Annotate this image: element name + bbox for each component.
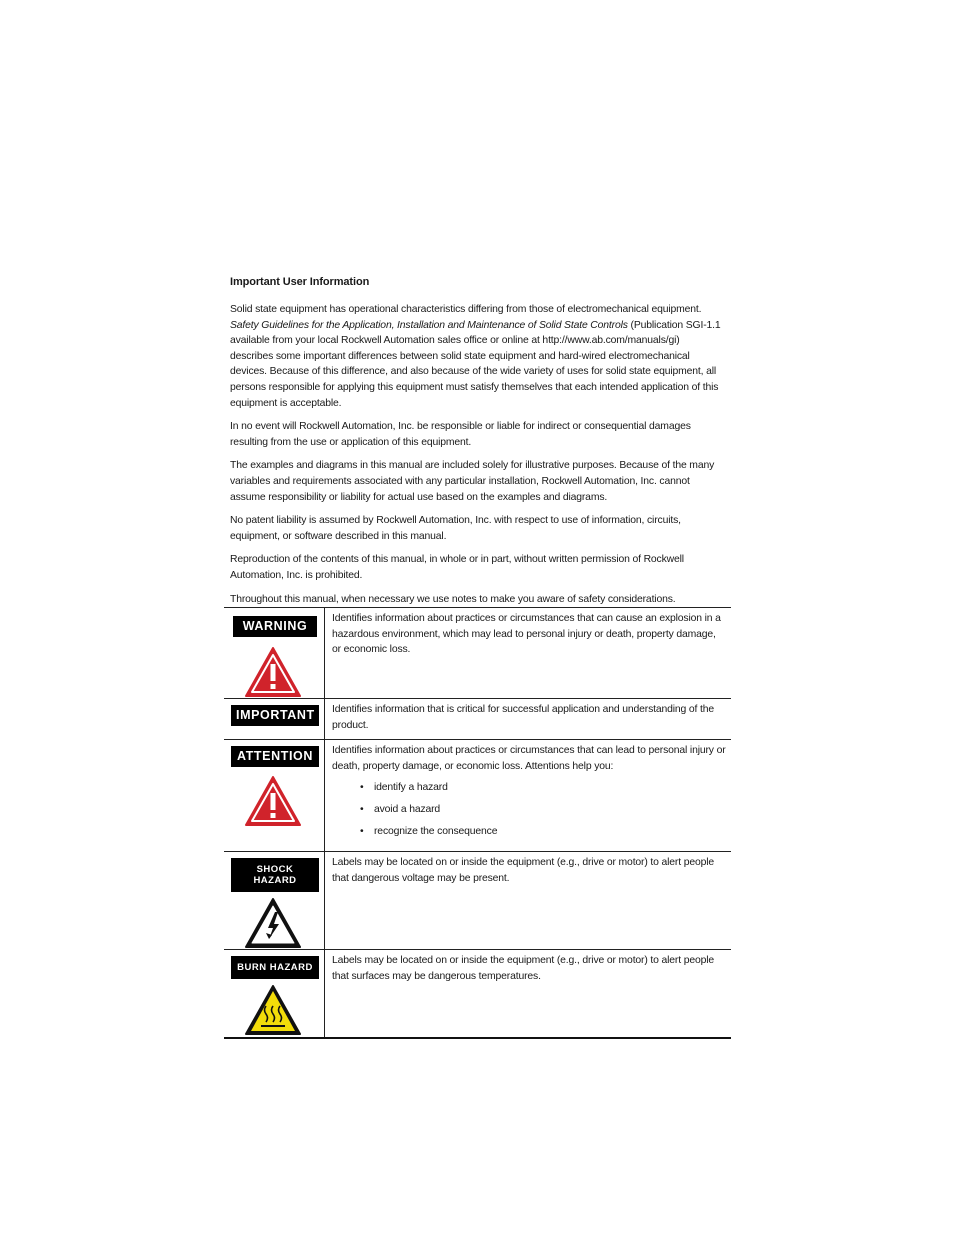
note-text-cell [325, 740, 732, 852]
section-heading: Important User Information [230, 276, 370, 288]
list-item: • recognize the consequence [360, 824, 727, 840]
burn-hazard-icon [244, 984, 302, 1036]
warning-triangle-icon [244, 646, 302, 698]
note-text: Labels may be located on or inside the equipment (e.g., drive or motor) to alert people that dangerous voltage may be present. [325, 852, 732, 950]
note-row-important [224, 699, 731, 740]
note-text: Labels may be located on or inside the equipment (e.g., drive or motor) to alert people that surfaces may be dangerous temperatures. [325, 950, 732, 1038]
paragraph-solid-state [230, 302, 722, 411]
note-row-burn-hazard [224, 950, 731, 1038]
note-label-cell [224, 950, 325, 1038]
list-item: • avoid a hazard [360, 802, 727, 818]
paragraph-text: (Publication SGI-1.1 available from your local Rockwell Automation sales office or online at http://www.ab.com/manuals/gi) describes some important differences between solid state equipment and hard-wired electromechanical devices. Because of this difference, and also because of the wide variety of uses for solid state equipment, all persons responsible for applying this equipment must satisfy themselves that each intended application of this equipment is acceptable. [230, 319, 721, 409]
note-text: Identifies information about practices or circumstances that can cause an explosion in a hazardous environment, which may lead to personal injury or death, property damage, or economic loss. [325, 608, 732, 699]
shock-hazard-icon [244, 897, 302, 949]
note-label-cell [224, 608, 325, 699]
attention-bullet-list [332, 780, 727, 839]
list-item: • identify a hazard [360, 780, 727, 796]
note-row-shock-hazard [224, 852, 731, 950]
note-row-warning [224, 608, 731, 699]
safety-notes-table [224, 607, 731, 1039]
paragraph-reproduction: Reproduction of the contents of this manual, in whole or in part, without written permission of Rockwell Automation, Inc. is prohibited. [230, 554, 684, 581]
user-information-section [230, 276, 722, 615]
paragraph-notes-intro: Throughout this manual, when necessary we use notes to make you aware of safety considerations. [230, 593, 676, 605]
paragraph-examples: The examples and diagrams in this manual are included solely for illustrative purposes. Because of the many variables and requirements associated with any particular installation, Rockwell Automation, Inc. cannot assume responsibility or liability for actual use based on the examples and diagrams. [230, 460, 715, 503]
paragraph-patent: No patent liability is assumed by Rockwell Automation, Inc. with respect to use of information, circuits, equipment, or software described in this manual. [230, 515, 681, 542]
attention-badge: ATTENTION [231, 746, 319, 767]
note-row-attention [224, 740, 731, 852]
note-text: Identifies information that is critical for successful application and understanding of the product. [325, 699, 732, 740]
note-label-cell [224, 699, 325, 740]
shock-hazard-badge: SHOCK HAZARD [231, 858, 319, 892]
note-label-cell [224, 852, 325, 950]
important-badge: IMPORTANT [231, 705, 319, 726]
warning-triangle-icon [244, 775, 302, 827]
paragraph-text: Solid state equipment has operational characteristics differing from those of electromechanical equipment. [230, 304, 702, 315]
note-text: Identifies information about practices or circumstances that can lead to personal injury or death, property damage, or economic loss. Attentions help you: [332, 745, 726, 772]
publication-title: Safety Guidelines for the Application, Installation and Maintenance of Solid State Controls [230, 319, 628, 331]
paragraph-liability: In no event will Rockwell Automation, Inc. be responsible or liable for indirect or consequential damages resulting from the use or application of this equipment. [230, 421, 691, 448]
note-label-cell [224, 740, 325, 852]
warning-badge: WARNING [233, 616, 317, 637]
burn-hazard-badge: BURN HAZARD [231, 956, 319, 979]
